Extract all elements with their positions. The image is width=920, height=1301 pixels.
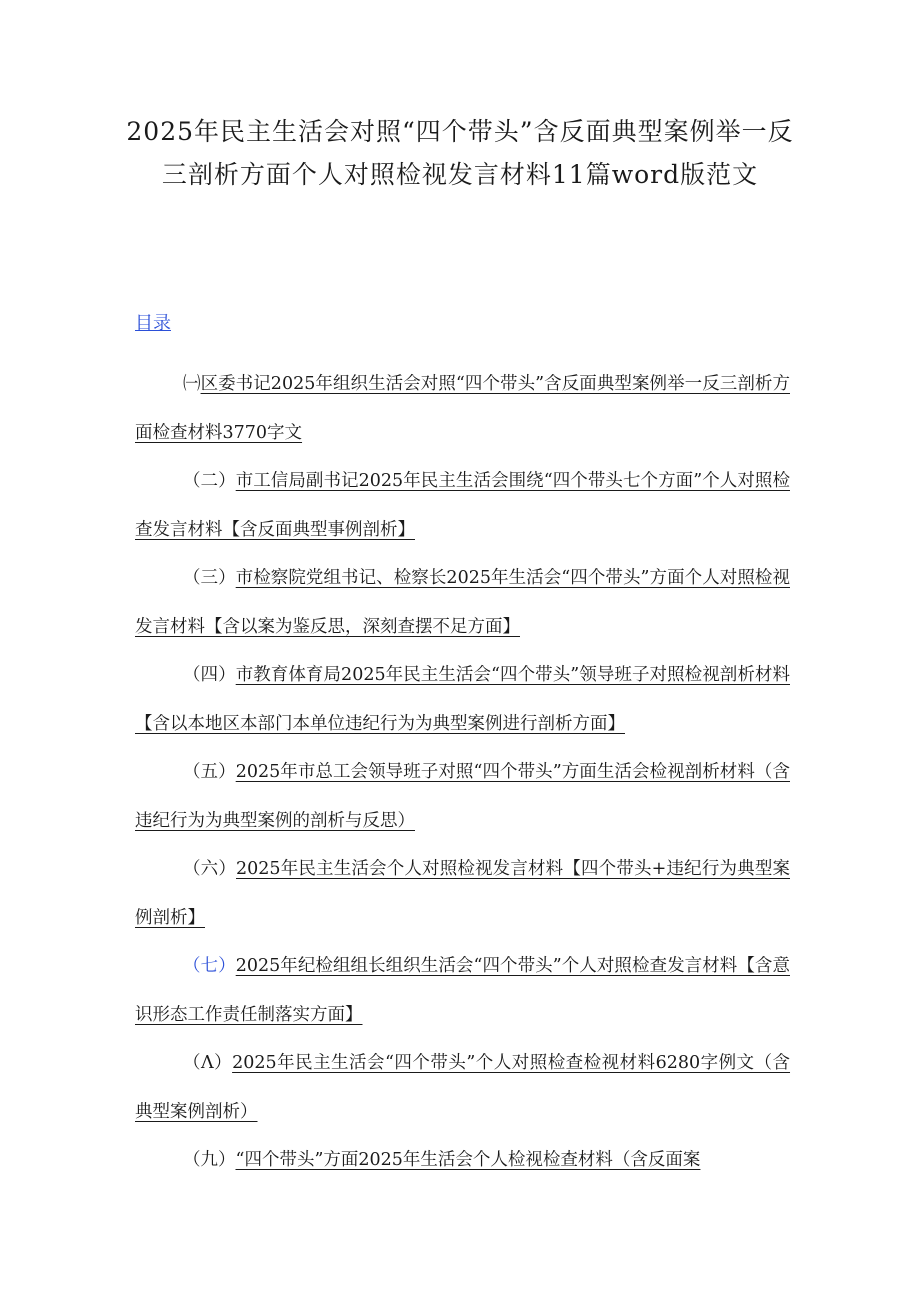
toc-entry-2[interactable]: [135, 457, 790, 555]
toc-entry-link[interactable]: 市教育体育局2025年民主生活会“四个带头”领导班子对照检视剖析材料【含以本地区本部门本单位违纪行为为典型案例进行剖析方面】: [135, 665, 790, 734]
table-of-contents: [135, 360, 790, 1184]
toc-entry-link[interactable]: 2025年民主生活会个人对照检视发言材料【四个带头+违纪行为典型案例剖析】: [135, 859, 790, 928]
toc-entry-link[interactable]: 2025年民主生活会“四个带头”个人对照检查检视材料6280字例文（含典型案例剖析）: [135, 1053, 791, 1122]
toc-entry-link[interactable]: 2025年纪检组组长组织生活会“四个带头”个人对照检查发言材料【含意识形态工作责任制落实方面】: [135, 956, 790, 1025]
toc-entry-9[interactable]: [135, 1136, 790, 1185]
toc-entry-4[interactable]: [135, 651, 790, 749]
toc-entry-7[interactable]: [135, 942, 790, 1040]
toc-entry-3[interactable]: [135, 554, 790, 652]
toc-entry-number: ㈠: [183, 374, 201, 394]
toc-entry-6[interactable]: [135, 845, 790, 943]
toc-entry-link[interactable]: 市工信局副书记2025年民主生活会围绕“四个带头七个方面”个人对照检查发言材料【含反面典型事例剖析】: [135, 471, 790, 540]
toc-entry-number: （三）: [183, 568, 236, 588]
toc-entry-link[interactable]: 市检察院党组书记、检察长2025年生活会“四个带头”方面个人对照检视发言材料【含以案为鉴反思，深刻查摆不足方面】: [135, 568, 790, 637]
toc-entry-number: （二）: [183, 471, 236, 491]
toc-entry-link[interactable]: 2025年市总工会领导班子对照“四个带头”方面生活会检视剖析材料（含违纪行为为典型案例的剖析与反思）: [135, 762, 790, 831]
toc-heading-link[interactable]: 目录: [135, 313, 171, 334]
toc-entry-1[interactable]: [135, 360, 790, 458]
toc-entry-5[interactable]: [135, 748, 790, 846]
toc-entry-number: （五）: [183, 762, 236, 782]
toc-entry-link[interactable]: 区委书记2025年组织生活会对照“四个带头”含反面典型案例举一反三剖析方面检查材料3770字文: [135, 374, 790, 443]
toc-entry-number: （四）: [183, 665, 236, 685]
toc-entry-number: （六）: [183, 859, 236, 879]
toc-entry-number: （Λ）: [183, 1053, 233, 1073]
toc-entry-8[interactable]: [135, 1039, 790, 1137]
toc-entry-number: （七）: [183, 956, 236, 976]
document-title: 2025年民主生活会对照“四个带头”含反面典型案例举一反三剖析方面个人对照检视发言材料11篇word版范文: [126, 117, 794, 189]
toc-entry-link[interactable]: “四个带头”方面2025年生活会个人检视检查材料（含反面案: [235, 1150, 701, 1170]
toc-entry-number: （九）: [183, 1150, 236, 1170]
